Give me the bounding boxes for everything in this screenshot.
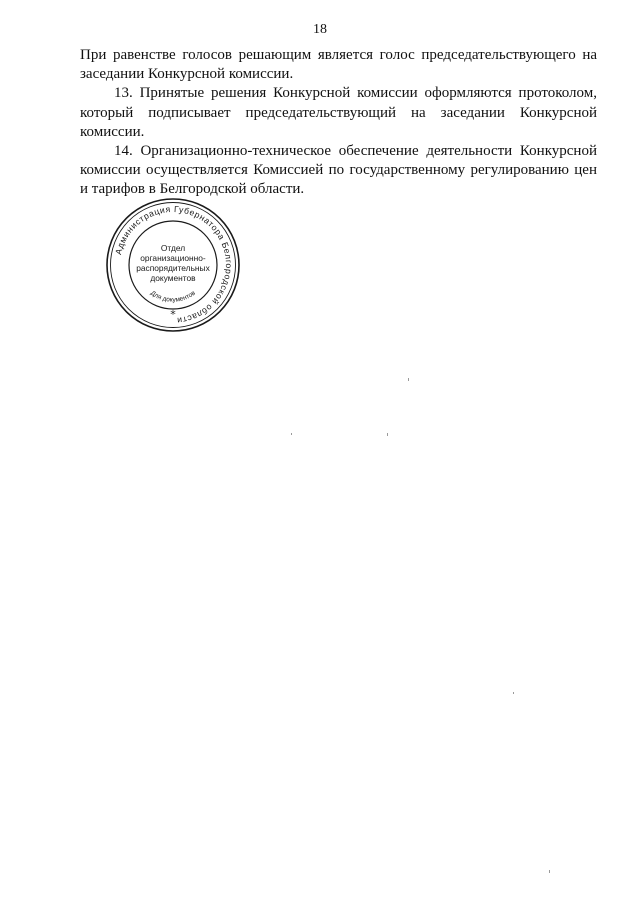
paragraph-13: 13. Принятые решения Конкурсной комиссии оформляются протоколом, который подписывает председательствующий на заседании Конкурсной комиссии.: [80, 85, 597, 140]
stamp-bottom-arc-path: Для документов: [149, 289, 197, 304]
scan-speck: [408, 378, 409, 381]
scan-speck: [513, 692, 514, 694]
stamp-outer-text-path: Администрация Губернатора Белгородской области: [113, 203, 235, 326]
scan-speck: [387, 433, 388, 436]
office-stamp: [104, 196, 242, 334]
paragraph-vote-rule: При равенстве голосов решающим является голос председательствующего на заседании Конкурсной комиссии.: [80, 47, 597, 83]
scan-speck: [549, 870, 550, 873]
document-body: [80, 46, 597, 200]
stamp-line-3: распорядительных: [136, 263, 210, 273]
stamp-line-1: Отдел: [160, 243, 186, 253]
stamp-star: *: [170, 308, 176, 321]
scan-speck: [291, 433, 292, 435]
stamp-line-2: организационно-: [140, 253, 206, 263]
paragraph-14: 14. Организационно-техническое обеспечение деятельности Конкурсной комиссии осуществляется Комиссией по государственному регулированию цен и тарифов в Белгородской области.: [80, 143, 597, 198]
page-number: 18: [313, 22, 327, 37]
stamp-line-4: документов: [150, 273, 196, 283]
stamp-bottom-arc-text: [149, 289, 197, 303]
